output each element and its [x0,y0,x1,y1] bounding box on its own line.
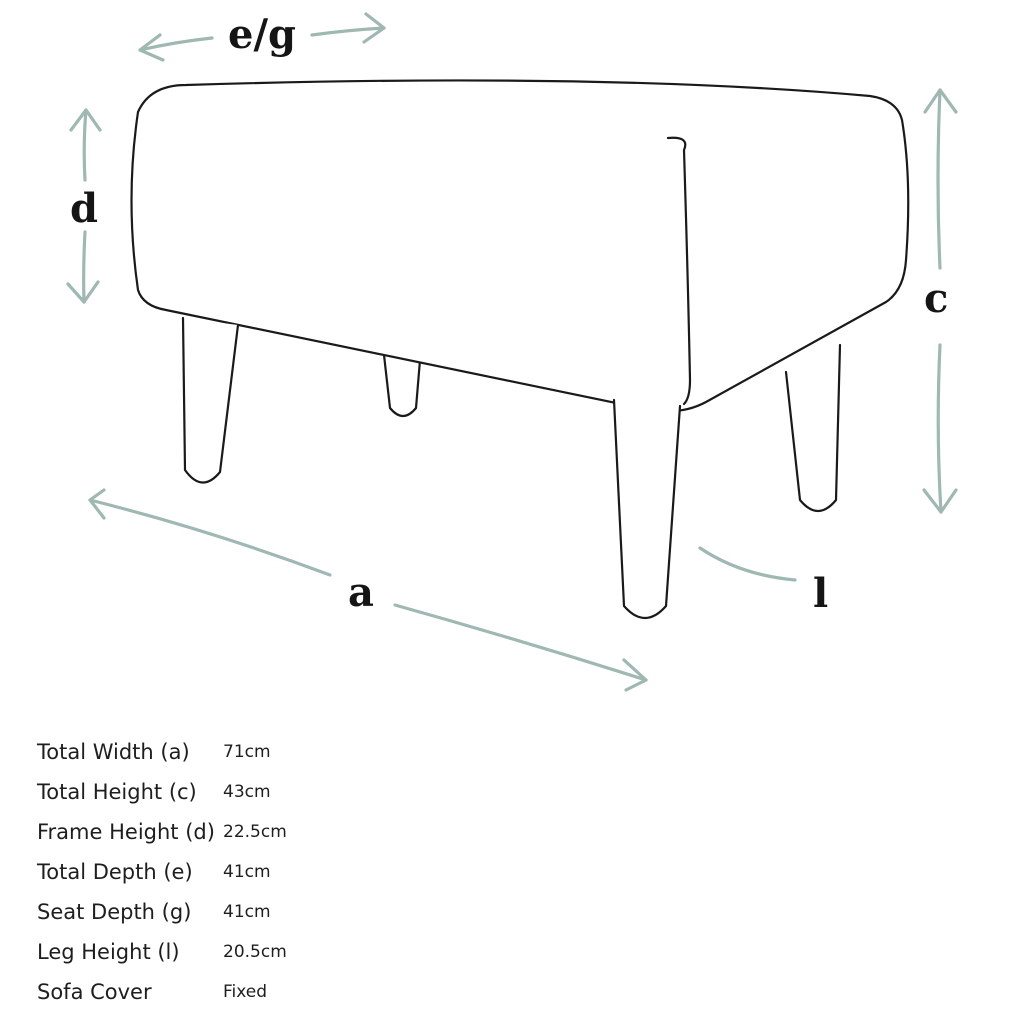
footstool-body [132,80,909,411]
frame-height-label: d [70,185,98,232]
spec-label: Frame Height (d) [37,820,215,844]
frame-height-arrow-up [84,110,86,180]
total-height-arrow-up [938,90,940,268]
spec-value: 20.5cm [223,942,287,962]
front-left-leg [183,318,238,483]
spec-label: Total Width (a) [37,740,190,764]
spec-row [37,892,557,932]
spec-label: Seat Depth (g) [37,900,192,924]
footstool-illustration [132,80,909,618]
width-arrow-right [395,605,646,680]
depth-label: e/g [228,11,297,58]
leg-label: l [813,570,829,617]
depth-arrow-left [140,38,212,50]
spec-label: Total Depth (e) [37,860,193,884]
width-label: a [348,569,374,616]
spec-label: Leg Height (l) [37,940,180,964]
spec-label: Sofa Cover [37,980,152,1004]
spec-row [37,972,557,1012]
spec-row [37,772,557,812]
spec-row [37,852,557,892]
leg-leader-line [700,548,795,580]
spec-row [37,812,557,852]
width-arrow-left [90,500,330,575]
specifications-table [37,732,557,1012]
spec-value: 43cm [223,782,271,802]
back-left-leg [384,355,420,416]
spec-value: Fixed [223,982,268,1002]
front-right-leg [614,400,680,618]
back-right-leg [786,345,840,511]
total-height-label: c [924,275,949,322]
spec-value: 41cm [223,862,271,882]
frame-height-arrow-down [84,232,85,302]
spec-label: Total Height (c) [37,780,197,804]
spec-value: 71cm [223,742,271,762]
spec-row [37,932,557,972]
total-height-arrow-down [938,345,941,512]
spec-row [37,732,557,772]
spec-value: 41cm [223,902,271,922]
spec-value: 22.5cm [223,822,287,842]
